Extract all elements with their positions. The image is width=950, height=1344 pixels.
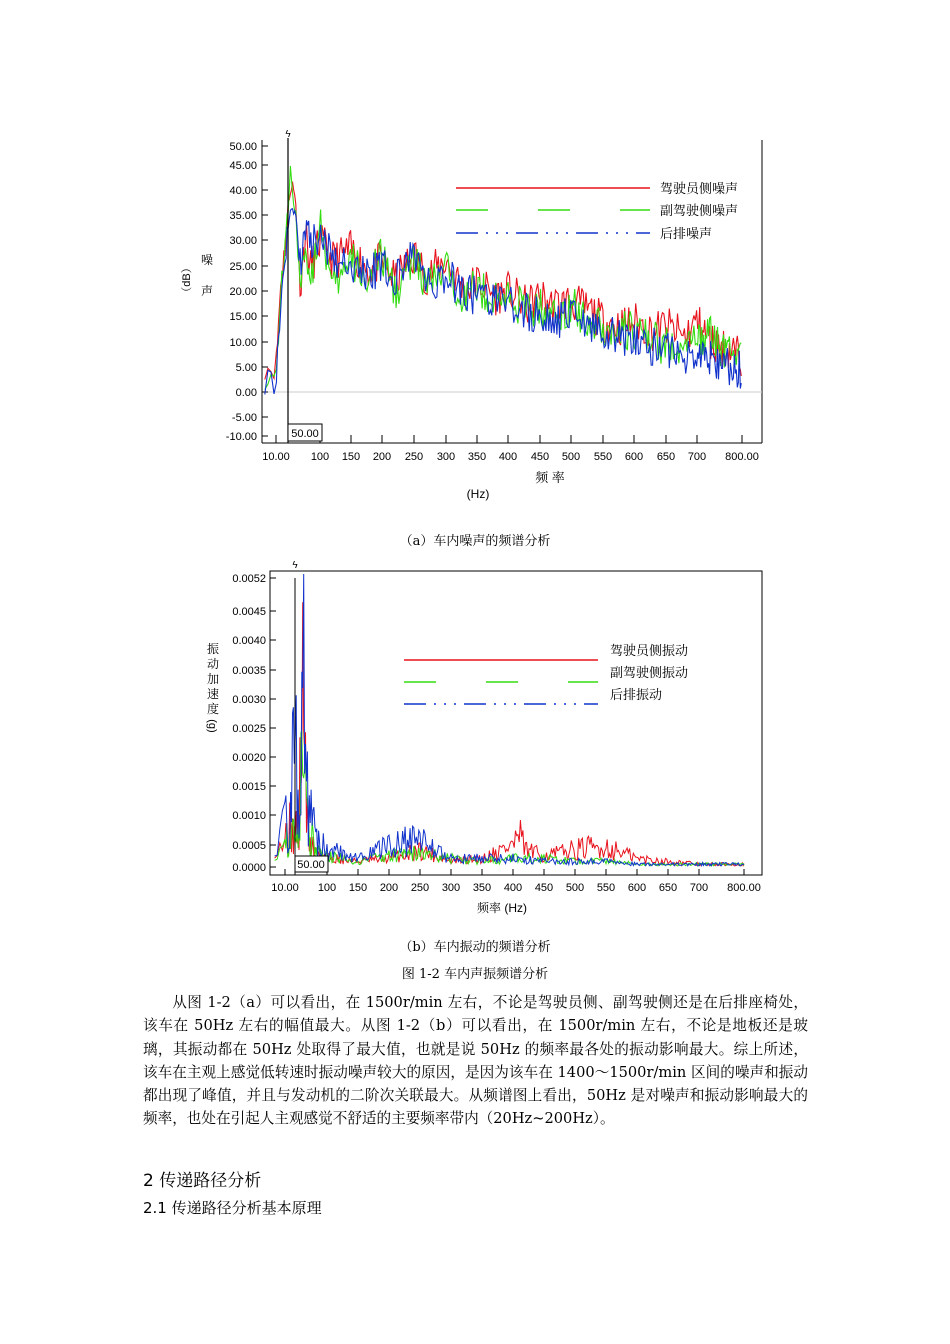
y-tick-label: 15.00: [229, 311, 257, 323]
x-label-unit: (Hz): [466, 487, 490, 501]
x-tick-label: 400: [498, 451, 518, 463]
legend-label: 副驾驶侧噪声: [660, 203, 739, 218]
x-tick-label: 300: [441, 882, 461, 894]
y-tick-label: 35.00: [229, 210, 257, 222]
y-tick-label: 0.0000: [232, 862, 266, 874]
y-label-unit: (g): [206, 719, 218, 733]
y-tick-label: 0.0045: [232, 606, 266, 618]
y-label-char: 度: [206, 702, 220, 716]
x-tick-label: 550: [593, 451, 613, 463]
x-label: 频率 (Hz): [477, 901, 527, 915]
legend-label: 后排噪声: [660, 226, 713, 241]
y-label-unit: （dB）: [181, 262, 193, 298]
series-line-1: [275, 602, 744, 866]
x-tick-label: 10.00: [262, 451, 290, 463]
vibration-spectrum-chart: [0, 555, 950, 925]
y-tick-label: 50.00: [229, 141, 257, 153]
legend-label: 副驾驶侧振动: [610, 665, 689, 680]
vibration-chart-body: [206, 560, 762, 915]
cursor-label: 50.00: [291, 428, 319, 440]
y-tick-label: 45.00: [229, 160, 257, 172]
y-label-char: 动: [206, 657, 220, 671]
y-tick-label: 0.0005: [232, 840, 266, 852]
legend-label: 后排振动: [610, 687, 663, 702]
cursor-marker: ϟ: [285, 129, 291, 140]
x-tick-label: 400: [503, 882, 523, 894]
x-tick-label: 250: [410, 882, 430, 894]
x-tick-label: 100: [317, 882, 337, 894]
y-label-char: 噪: [200, 253, 214, 267]
x-tick-label: 350: [467, 451, 487, 463]
y-tick-label: 0.0010: [232, 810, 266, 822]
cursor-label: 50.00: [297, 859, 325, 871]
x-tick-label: 200: [379, 882, 399, 894]
x-tick-label: 150: [348, 882, 368, 894]
x-tick-label: 600: [624, 451, 644, 463]
noise-chart-body: [180, 129, 762, 501]
plot-frame: [270, 571, 762, 875]
x-tick-label: 600: [627, 882, 647, 894]
section-heading: 2 传递路径分析: [143, 1171, 262, 1191]
x-tick-label: 300: [436, 451, 456, 463]
y-tick-label: 20.00: [229, 286, 257, 298]
y-tick-label: 0.0035: [232, 665, 266, 677]
y-tick-label: 10.00: [229, 337, 257, 349]
x-tick-label: 700: [687, 451, 707, 463]
x-tick-label: 650: [656, 451, 676, 463]
y-label-char: 振: [206, 642, 220, 656]
caption-b: （b）车内振动的频谱分析: [399, 940, 551, 955]
x-tick-label: 450: [530, 451, 550, 463]
x-tick-label: 800.00: [727, 882, 761, 894]
y-tick-label: 0.0025: [232, 723, 266, 735]
y-tick-label: 30.00: [229, 235, 257, 247]
legend-label: 驾驶员侧噪声: [660, 181, 739, 196]
y-tick-label: 40.00: [229, 185, 257, 197]
y-tick-label: 0.0040: [232, 635, 266, 647]
legend-label: 驾驶员侧振动: [610, 643, 689, 658]
x-tick-label: 450: [534, 882, 554, 894]
y-tick-label: -10.00: [225, 431, 257, 443]
y-tick-label: 5.00: [235, 362, 257, 374]
x-tick-label: 500: [565, 882, 585, 894]
noise-spectrum-chart: [0, 120, 950, 520]
y-tick-label: 0.0020: [232, 752, 266, 764]
y-label-char: 速: [206, 687, 220, 701]
series-line-3: [275, 574, 744, 866]
y-tick-label: 0.0030: [232, 694, 266, 706]
x-tick-label: 350: [472, 882, 492, 894]
y-label-char: 加: [206, 672, 220, 686]
subsection-heading: 2.1 传递路径分析基本原理: [143, 1199, 322, 1217]
x-tick-label: 100: [310, 451, 330, 463]
y-tick-label: 25.00: [229, 261, 257, 273]
x-tick-label: 700: [689, 882, 709, 894]
cursor-marker: ϟ: [292, 560, 298, 571]
x-tick-label: 10.00: [271, 882, 299, 894]
y-tick-label: -5.00: [231, 412, 257, 424]
x-tick-label: 550: [596, 882, 616, 894]
body-paragraph: [143, 991, 808, 1131]
x-tick-label: 650: [658, 882, 678, 894]
x-tick-label: 200: [372, 451, 392, 463]
caption-a: （a）车内噪声的频谱分析: [399, 534, 551, 549]
x-tick-label: 250: [404, 451, 424, 463]
x-tick-label: 800.00: [725, 451, 759, 463]
x-tick-label: 150: [341, 451, 361, 463]
x-tick-label: 500: [561, 451, 581, 463]
paragraph-text: 从图 1-2（a）可以看出，在 1500r/min 左右，不论是驾驶员侧、副驾驶侧还是在后排座椅处， 该车在 50Hz 左右的幅值最大。从图 1-2（b）可以看出，在 1500r/min 左右，不论是地板还是玻璃，其振动都在 50Hz 处取得了最大值，也就是说 50Hz 的频率最各处的振动影响最大。综上所述，该车在主观上感觉低转速时振动噪声较大的原因，是因为该车在 1400～1500r/min 区间的噪声和振动都出现了峰值，并且与发动机的二阶次关联最大。从频谱图上看出，50Hz 是对噪声和振动影响最大的频率，也处在引起人主观感觉不舒适的主要频率带内（20Hz~200Hz）。: [143, 994, 808, 1128]
figure-caption: 图 1-2 车内声振频谱分析: [401, 967, 549, 982]
y-tick-label: 0.0015: [232, 781, 266, 793]
y-tick-label: 0.00: [235, 387, 257, 399]
x-label: 频 率: [535, 470, 565, 485]
y-label-char: 声: [200, 284, 214, 298]
y-tick-label: 0.0052: [232, 573, 266, 585]
